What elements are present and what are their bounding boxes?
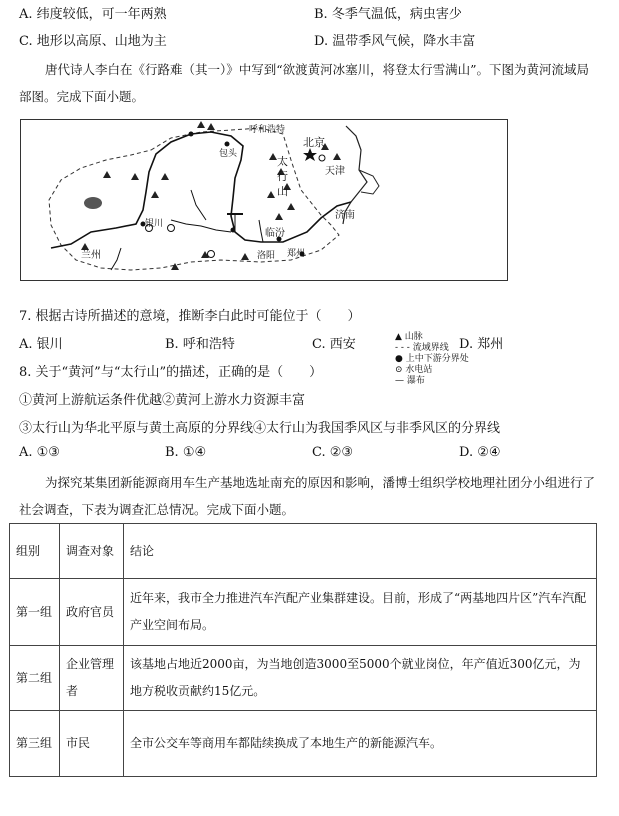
q8-option-b[interactable]: B. ①④ (165, 445, 207, 460)
q6-option-d[interactable]: D. 温带季风气候，降水丰富 (314, 34, 476, 49)
row-subject: 市民 (60, 711, 124, 777)
intro-paragraph-1: 唐代诗人李白在《行路难（其一）》中写到“欲渡黄河冰塞川，将登太行雪满山”。下图为黄河流域局部图。完成下面小题。 (19, 62, 590, 104)
q8-option-c[interactable]: C. ②③ (312, 445, 354, 460)
q7-option-d[interactable]: D. 郑州 (459, 337, 504, 352)
legend-reach-divide: ● 上中下游分界处 (395, 354, 469, 364)
bar-icon: — (395, 376, 404, 386)
map-label-beijing: 北京 (303, 136, 325, 149)
q6-option-b[interactable]: B. 冬季气温低，病虫害少 (314, 7, 462, 22)
map-label-yinchuan: 银川 (145, 219, 164, 229)
header-group: 组别 (10, 524, 60, 579)
map-label-baotou: 包头 (219, 149, 238, 159)
header-conclusion: 结论 (124, 524, 597, 579)
legend-mountain: ▲ 山脉 (395, 332, 423, 342)
legend-boundary: - - - 流域界线 (395, 343, 449, 353)
map-label-linfen: 临汾 (265, 228, 285, 239)
q6-option-c[interactable]: C. 地形以高原、山地为主 (19, 34, 167, 49)
map-legend (395, 332, 469, 387)
q7-option-c[interactable]: C. 西安 (312, 337, 356, 352)
table-row (10, 711, 597, 777)
map-label-lanzhou: 兰州 (81, 250, 101, 261)
row-group: 第三组 (10, 711, 60, 777)
legend-hydro: ⊙ 水电站 (395, 365, 433, 375)
table-row (10, 646, 597, 711)
map-label-huhehaote: 呼和浩特 (249, 125, 286, 135)
mountain-icon: ▲ (395, 332, 402, 342)
map-label-tianjin: 天津 (325, 166, 345, 177)
header-subject: 调查对象 (60, 524, 124, 579)
intro-paragraph-2: 为探究某集团新能源商用车生产基地选址南充的原因和影响，潘博士组织学校地理社团分小组进行了社会调查，下表为调查汇总情况。完成下面小题。 (19, 475, 596, 517)
q8-statements-3-4: ③太行山为华北平原与黄土高原的分界线④太行山为我国季风区与非季风区的分界线 (19, 421, 501, 436)
table-row (10, 579, 597, 646)
survey-table (9, 523, 597, 777)
q8-statements-1-2: ①黄河上游航运条件优越②黄河上游水力资源丰富 (19, 393, 306, 408)
q6-option-a[interactable]: A. 纬度较低，可一年两熟 (19, 7, 167, 22)
q7-option-a[interactable]: A. 银川 (19, 337, 63, 352)
row-subject: 企业管理者 (60, 646, 124, 711)
dashed-line-icon: - - - (395, 343, 410, 353)
q8-option-d[interactable]: D. ②④ (459, 445, 501, 460)
map-label-luoyang: 洛阳 (257, 251, 276, 261)
q7-option-b[interactable]: B. 呼和浩特 (165, 337, 235, 352)
row-conclusion: 全市公交车等商用车都陆续换成了本地生产的新能源汽车。 (124, 711, 597, 777)
map-label-zhengzhou: 郑州 (287, 249, 306, 259)
row-group: 第二组 (10, 646, 60, 711)
table-header-row (10, 524, 597, 579)
q8-option-a[interactable]: A. ①③ (19, 445, 60, 460)
map-label-taihang: 太行山 (277, 155, 288, 198)
hydro-station-icon: ⊙ (395, 365, 403, 375)
map-label-jinan: 济南 (335, 210, 355, 221)
q7-stem: 7. 根据古诗所描述的意境，推断李白此时可能位于（ ） (19, 309, 361, 324)
row-group: 第一组 (10, 579, 60, 646)
row-conclusion: 该基地占地近2000亩，为当地创造3000至5000个就业岗位，年产值近300亿元，为地方税收贡献约15亿元。 (124, 646, 597, 711)
row-conclusion: 近年来，我市全力推进汽车汽配产业集群建设。目前，形成了“两基地四片区”汽车汽配产业空间布局。 (124, 579, 597, 646)
q8-stem: 8. 关于“黄河”与“太行山”的描述，正确的是（ ） (19, 365, 323, 380)
dot-icon: ● (395, 354, 403, 364)
row-subject: 政府官员 (60, 579, 124, 646)
legend-dam: — 瀑布 (395, 376, 425, 386)
